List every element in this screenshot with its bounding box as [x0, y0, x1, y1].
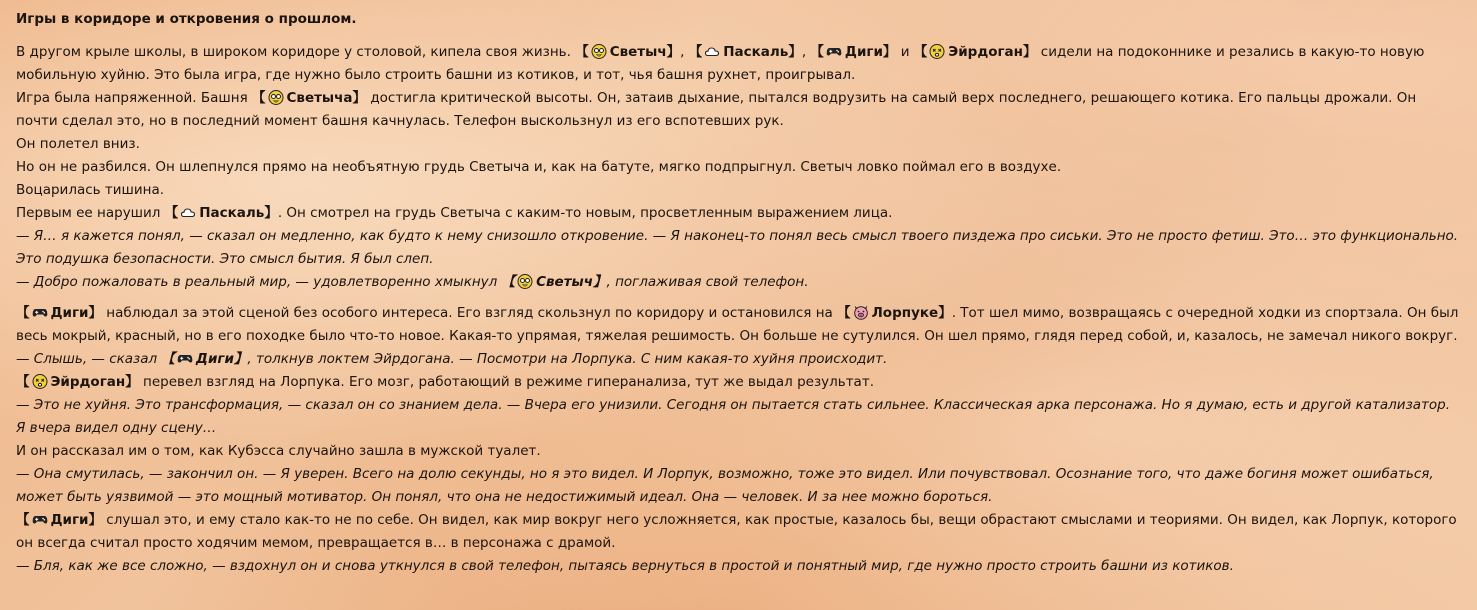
- character-name: Эйрдоган: [50, 374, 126, 390]
- paragraph: И он рассказал им о том, как Кубэсса случайно зашла в мужской туалет.: [16, 443, 541, 459]
- paragraph-gap: [16, 294, 1461, 302]
- bracket-left: 【: [501, 274, 516, 290]
- character-name: Диги: [844, 44, 883, 60]
- bracket-left: 【: [810, 44, 824, 60]
- paragraph: [16, 509, 1461, 555]
- character-name: Эйрдоган: [948, 44, 1023, 60]
- bracket-right: 】: [938, 305, 952, 321]
- character-tag-lorpuke: [837, 305, 952, 321]
- gamepad-icon: [826, 43, 842, 59]
- dialogue-line: — Бля, как же все сложно, — вздохнул он и снова уткнулся в свой телефон, пытаясь вернуться в простой и понятный мир, где нужно просто строить башни из котиков.: [16, 558, 1234, 574]
- bracket-left: 【: [913, 44, 928, 60]
- paragraph: Воцарилась тишина.: [16, 182, 165, 198]
- character-tag-digi: [16, 305, 102, 321]
- dizzy-face-icon: [929, 43, 945, 59]
- dialogue-line: — Я… я кажется понял, — сказал он медленно, как будто к нему снизошло откровение. — Я наконец-то понял весь смысл твоего пиздежа про сиськи. Это не просто фетиш. Это… это функционально. Это подушка безопасности. Это смысл бытия. Я был слеп.: [16, 228, 1459, 267]
- bracket-left: 【: [575, 44, 589, 60]
- text: — Слышь, — сказал: [16, 351, 158, 367]
- bracket-right: 】: [88, 512, 102, 528]
- bracket-right: 】: [233, 351, 248, 367]
- bracket-right: 】: [788, 44, 802, 60]
- bracket-right: 】: [264, 205, 278, 221]
- paragraph: Он полетел вниз.: [16, 136, 140, 152]
- gamepad-icon: [32, 511, 48, 527]
- cloud-icon: [180, 204, 196, 220]
- character-tag-digi: [810, 44, 896, 60]
- text: достигла критической высоты. Он, затаив дыхание, пытался водрузить на самый верх последнего, решающего котика. Его пальцы дрожали. Он почти сделал это, но в последний момент башня качнулась. Телефон выскользнул из его вспотевших рук.: [16, 90, 1417, 129]
- text: , толкнув локтем Эйрдогана. — Посмотри на Лорпука. С ним какая-то хуйня происходит.: [247, 351, 888, 367]
- character-name: Диги: [195, 351, 234, 367]
- character-name: Светыч: [609, 44, 667, 60]
- dialogue-line: — Она смутилась, — закончил он. — Я уверен. Всего на долю секунды, но я это видел. И Лорпук, возможно, тоже это видел. Или почувствовал. Осознание того, что даже богиня может ошибаться, может быть уязвимой — это мощный мотиватор. Он понял, что она не недостижимый идеал. Она — человек. И за нее можно бороться.: [16, 466, 1434, 505]
- dialogue-line: — Это не хуйня. Это трансформация, — сказал он со знанием дела. — Вчера его унизили. Сегодня он пытается стать сильнее. Классическая арка персонажа. Но я думаю, есть и другой катализатор. Я вчера видел одну сцену…: [16, 397, 1451, 436]
- text: . Тот шел мимо, возвращаясь с очередной ходки из спортзала. Он был весь мокрый, красный, но в его походке было что-то новое. Какая-то упрямая, тяжелая решимость. Он больше не сутулился. Он шел прямо, глядя перед собой, и, казалось, не замечал никого вокруг.: [16, 305, 1459, 344]
- character-name: Паскаль: [723, 44, 789, 60]
- character-name: Паскаль: [199, 205, 265, 221]
- bracket-right: 】: [125, 374, 139, 390]
- text: перевел взгляд на Лорпука. Его мозг, работающий в режиме гиперанализа, тут же выдал результат.: [143, 374, 874, 390]
- bracket-right: 】: [882, 44, 897, 60]
- bracket-left: 【: [688, 44, 703, 60]
- text: сидели на подоконнике и резались в какую-то новую мобильную хуйню. Это была игра, где нужно было строить башни из котиков, и тот, чья башня рухнет, проигрывал.: [16, 44, 1425, 83]
- chapter-title: Игры в коридоре и откровения о прошлом.: [16, 11, 357, 27]
- character-tag-paskal: [165, 205, 278, 221]
- text: В другом крыле школы, в широком коридоре у столовой, кипела своя жизнь.: [16, 44, 571, 60]
- character-name: Лорпуке: [871, 305, 939, 321]
- character-tag-erdogan: [16, 374, 139, 390]
- bracket-left: 【: [16, 305, 30, 321]
- nerd-face-icon: [591, 43, 607, 59]
- comma: ,: [680, 44, 685, 60]
- dialogue-line: [16, 348, 1461, 371]
- text: — Добро пожаловать в реальный мир, — удовлетворенно хмыкнул: [16, 274, 498, 290]
- bracket-left: 【: [161, 351, 175, 367]
- gamepad-icon: [177, 350, 193, 366]
- character-name: Диги: [50, 305, 89, 321]
- text: и: [900, 44, 910, 60]
- paragraph: [16, 302, 1461, 348]
- text: . Он смотрел на грудь Светыча с каким-то новым, просветленным выражением лица.: [277, 205, 893, 221]
- nerd-face-icon: [517, 273, 533, 289]
- paragraph: [16, 87, 1461, 133]
- bracket-right: 】: [352, 90, 367, 106]
- character-tag-erdogan: [914, 44, 1037, 60]
- paragraph: Но он не разбился. Он шлепнулся прямо на необъятную грудь Светыча и, как на батуте, мягко подпрыгнул. Светыч ловко поймал его в воздухе.: [16, 159, 1062, 175]
- gamepad-icon: [32, 304, 48, 320]
- text: , поглаживая свой телефон.: [606, 274, 809, 290]
- text: наблюдал за этой сценой без особого интереса. Его взгляд скользнул по коридору и остановился на: [106, 305, 833, 321]
- text: Первым ее нарушил: [16, 205, 161, 221]
- dialogue-line: [16, 271, 1461, 294]
- character-name: Светыч: [536, 274, 594, 290]
- bracket-left: 【: [16, 374, 30, 390]
- pig-face-icon: [853, 304, 869, 320]
- bracket-right: 】: [1023, 44, 1037, 60]
- bracket-left: 【: [16, 512, 30, 528]
- character-tag-digi: [161, 351, 247, 367]
- character-tag-svetych: [575, 44, 680, 60]
- bracket-right: 】: [593, 274, 607, 290]
- text: Игра была напряженной. Башня: [16, 90, 248, 106]
- character-tag-svetycha: [252, 90, 366, 106]
- bracket-left: 【: [252, 90, 266, 106]
- bracket-left: 【: [837, 305, 851, 321]
- paragraph: [16, 41, 1461, 87]
- nerd-face-icon: [268, 89, 284, 105]
- character-name: Диги: [50, 512, 89, 528]
- character-name: Светыча: [286, 90, 353, 106]
- character-tag-paskal: [689, 44, 802, 60]
- bracket-left: 【: [164, 205, 179, 221]
- comma: ,: [801, 44, 807, 60]
- text: слушал это, и ему стало как-то не по себе. Он видел, как мир вокруг него усложняется, как простые, казалось бы, вещи обрастают смыслами и теориями. Он видел, как Лорпук, которого он всегда считал просто ходячим мемом, превращается в… в персонажа с драмой.: [16, 512, 1457, 551]
- paragraph: [16, 371, 1461, 394]
- paragraph: [16, 202, 1461, 225]
- dizzy-face-icon: [32, 373, 48, 389]
- cloud-icon: [704, 43, 720, 59]
- character-tag-svetych: [502, 274, 607, 290]
- bracket-right: 】: [88, 305, 102, 321]
- character-tag-digi: [16, 512, 102, 528]
- bracket-right: 】: [666, 44, 681, 60]
